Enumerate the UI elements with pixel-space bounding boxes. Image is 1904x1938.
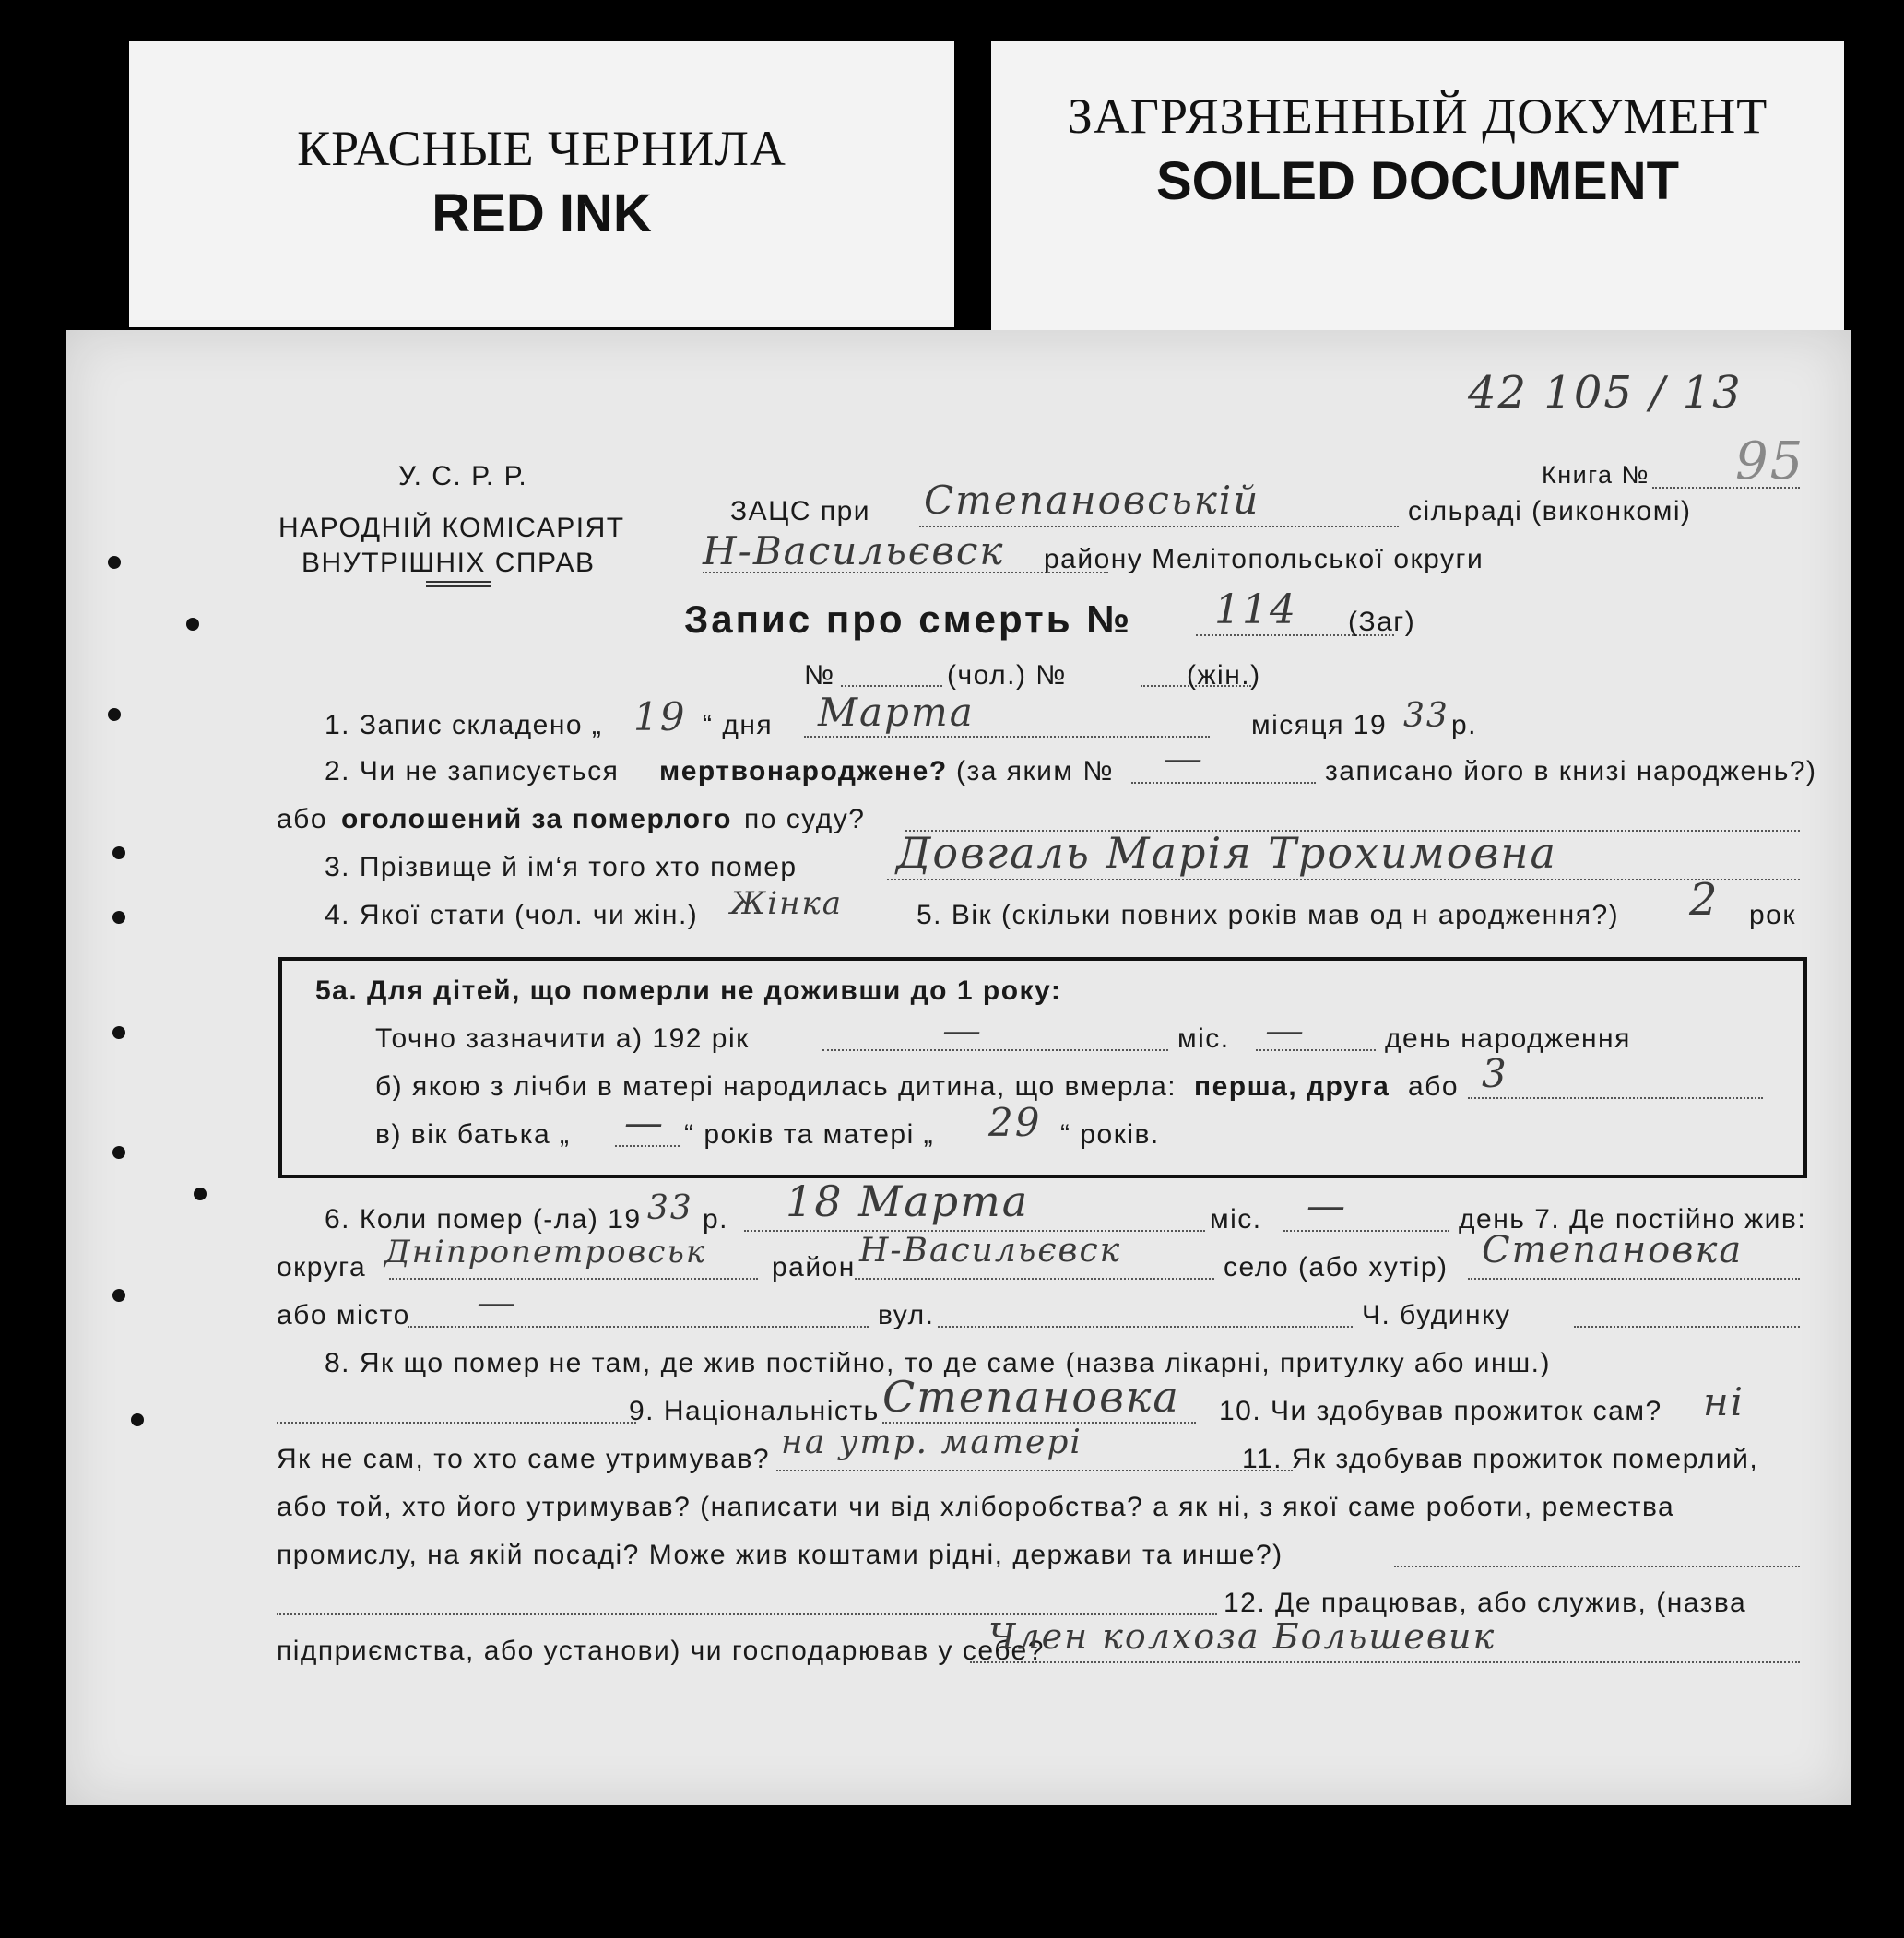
- misto-value: —: [477, 1280, 517, 1325]
- line-2-b: (за яким №: [956, 756, 1115, 786]
- line-2-2-bold: оголошений за померлого: [341, 804, 732, 834]
- field-line: [822, 1049, 1168, 1051]
- ministry-line-2: ВНУТРІШНІХ СПРАВ: [302, 548, 596, 578]
- line-2-bold: мертвонароджене?: [659, 756, 948, 786]
- selo-value: Степановка: [1482, 1229, 1744, 1271]
- line-2-c: записано його в книзі народжень?): [1325, 756, 1817, 786]
- title-suffix: (Заг): [1348, 607, 1416, 637]
- line-1-d: р.: [1451, 710, 1478, 740]
- field-line: [938, 1326, 1353, 1328]
- record-number: 114: [1214, 586, 1297, 633]
- record-month: Марта: [818, 690, 975, 735]
- self-support-value: ні: [1703, 1379, 1745, 1424]
- field-line: [389, 1278, 758, 1280]
- village-council-suffix: сільраді (виконкомі): [1408, 496, 1692, 526]
- death-date-value: 18 Марта: [786, 1176, 1030, 1226]
- field-line: [804, 736, 1210, 738]
- death-record-form: [66, 330, 1851, 1805]
- line-11-3: промислу, на якій посаді? Може жив коштами рідні, держави та инше?): [277, 1540, 1283, 1570]
- selo-label: село (або хутір): [1224, 1252, 1449, 1282]
- form-title: Запис про смерть №: [684, 597, 1132, 641]
- field-line: [919, 526, 1399, 527]
- death-year-value: 33: [647, 1189, 693, 1227]
- mother-age-value: 29: [988, 1100, 1042, 1145]
- line-12: 12. Де працював, або служив, (назва: [1224, 1588, 1747, 1618]
- punch-hole: [108, 708, 121, 721]
- village-council-value: Степановській: [924, 478, 1260, 523]
- self-support-label: 10. Чи здобував прожиток сам?: [1219, 1396, 1662, 1426]
- field-line: [1468, 1097, 1763, 1099]
- okruga-value: Дніпропетровськ: [384, 1234, 707, 1270]
- line-6-d: день 7. Де постійно жив:: [1459, 1204, 1807, 1235]
- book-number: 95: [1735, 431, 1805, 491]
- birth-year-value: —: [942, 1008, 983, 1053]
- age-value: 2: [1689, 874, 1720, 926]
- supported-by-label: Як не сам, то хто саме утримував?: [277, 1444, 771, 1474]
- punch-hole: [108, 556, 121, 569]
- field-line: [277, 1613, 1217, 1615]
- birth-month-value: —: [1265, 1008, 1306, 1053]
- line-1-b: “ дня: [703, 710, 774, 740]
- field-line: [1283, 1230, 1449, 1232]
- line-12-2: підприємства, або установи) чи господарював у себе?: [277, 1636, 1045, 1666]
- line-4-a: 4. Якої стати (чол. чи жін.): [325, 900, 699, 930]
- line-5a-2-bold: перша, друга: [1194, 1071, 1390, 1102]
- red-ink-label-card: [129, 41, 954, 327]
- field-line: [615, 1145, 680, 1147]
- line-11-2: або той, хто його утримував? (написати чи від хліборобства? а як ні, з якої саме роботи, ремества: [277, 1492, 1675, 1522]
- stillborn-value: —: [1164, 736, 1204, 781]
- ministry-line-1: НАРОДНІЙ КОМІСАРІЯТ: [278, 513, 625, 543]
- field-line: [408, 1326, 869, 1328]
- line-8: 8. Як що помер не там, де жив постійно, то де саме (назва лікарні, притулку або инш.): [325, 1348, 1552, 1378]
- field-line: [1131, 782, 1316, 784]
- sex-value: Жінка: [730, 885, 844, 922]
- line-5a-3-b: “ років та матері „: [684, 1119, 935, 1150]
- soiled-document-label-card: [991, 41, 1844, 332]
- punch-hole: [194, 1188, 207, 1200]
- line-1-c: місяця 19: [1251, 710, 1388, 740]
- line-6-a: 6. Коли помер (-ла) 19: [325, 1204, 642, 1235]
- punch-hole: [112, 1289, 125, 1302]
- field-line: [776, 1470, 1293, 1471]
- line-4-c: рок: [1749, 900, 1796, 930]
- punch-hole: [186, 618, 199, 631]
- nationality-label: 9. Національність: [629, 1396, 880, 1426]
- subline-female: (жін.): [1187, 660, 1261, 691]
- soiled-document-ru: ЗАГРЯЗНЕННЫЙ ДОКУМЕНТ: [1067, 89, 1768, 144]
- line-11: 11. Як здобував прожиток померлий,: [1242, 1444, 1759, 1474]
- raion-label: район: [772, 1252, 856, 1282]
- section-5a-heading: 5а. Для дітей, що померли не доживши до 1 року:: [315, 975, 1062, 1006]
- district-value: Н-Васильєвск: [703, 528, 1005, 573]
- line-5a-1-b: міс.: [1177, 1023, 1230, 1054]
- district-suffix: району Мелітопольської округи: [1044, 544, 1484, 574]
- line-5a-2-a: б) якою з лічби в матері народилась дитина, що вмерла:: [375, 1071, 1177, 1102]
- death-day-value: —: [1307, 1183, 1347, 1228]
- line-5a-1-c: день народження: [1385, 1023, 1631, 1054]
- field-line: [887, 879, 1800, 880]
- line-5a-3-c: “ років.: [1060, 1119, 1160, 1150]
- field-line: [841, 685, 942, 687]
- punch-hole: [131, 1413, 144, 1426]
- field-line: [970, 1661, 1800, 1663]
- red-ink-ru: КРАСНЫЕ ЧЕРНИЛА: [297, 121, 786, 176]
- line-3: 3. Прізвище й ім‘я того хто помер: [325, 852, 798, 882]
- line-1-a: 1. Запис складено „: [325, 710, 603, 740]
- record-day: 19: [633, 694, 687, 739]
- field-line: [855, 1278, 1214, 1280]
- nationality-value: Степановка: [882, 1372, 1180, 1422]
- line-2-2-b: по суду?: [744, 804, 866, 834]
- subline-number: №: [804, 660, 835, 691]
- corner-numbers: 42 105 / 13: [1468, 367, 1743, 419]
- deceased-name: Довгаль Марія Трохимовна: [896, 828, 1557, 878]
- zags-label: ЗАЦС при: [730, 496, 871, 526]
- line-6-c: міс.: [1210, 1204, 1262, 1235]
- line-2-a: 2. Чи не записується: [325, 756, 620, 786]
- line-5a-1-a: Точно зазначити а) 192 рік: [375, 1023, 750, 1054]
- okruga-label: округа: [277, 1252, 367, 1282]
- punch-hole: [112, 911, 125, 924]
- work-place-value: Член колхоза Большевик: [988, 1616, 1496, 1657]
- field-line: [1394, 1566, 1800, 1567]
- supported-by-value: на утр. матері: [781, 1424, 1082, 1461]
- subline-male: (чол.) №: [947, 660, 1067, 691]
- soiled-document-en: SOILED DOCUMENT: [1155, 151, 1680, 211]
- field-line: [277, 1422, 636, 1424]
- child-order-value: 3: [1482, 1051, 1508, 1096]
- raion-value: Н-Васильєвск: [859, 1232, 1122, 1270]
- father-age-value: —: [624, 1100, 665, 1145]
- republic-label: У. С. Р. Р.: [398, 461, 528, 491]
- field-line: [1574, 1326, 1800, 1328]
- line-6-b: р.: [703, 1204, 729, 1235]
- line-5a-3-a: в) вік батька „: [375, 1119, 571, 1150]
- book-label: Книга №: [1542, 461, 1650, 489]
- punch-hole: [112, 846, 125, 859]
- street-label: вул.: [878, 1300, 935, 1330]
- red-ink-en: RED INK: [432, 183, 652, 243]
- line-4-b: 5. Вік (скільки повних років мав од н ародження?): [917, 900, 1620, 930]
- line-2-2-a: або: [277, 804, 328, 834]
- misto-label: або місто: [277, 1300, 410, 1330]
- line-5a-2-b: або: [1408, 1071, 1460, 1102]
- punch-hole: [112, 1026, 125, 1039]
- ministry-underline: [426, 581, 491, 587]
- field-line: [1468, 1278, 1800, 1280]
- record-year: 33: [1403, 697, 1449, 735]
- house-label: Ч. будинку: [1362, 1300, 1511, 1330]
- punch-hole: [112, 1146, 125, 1159]
